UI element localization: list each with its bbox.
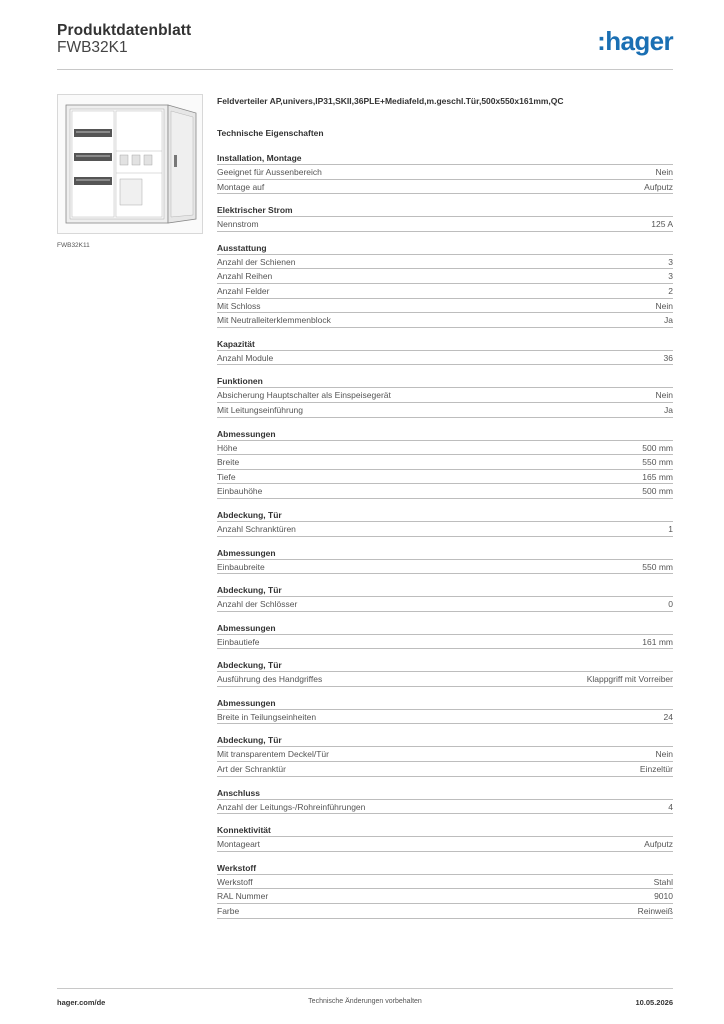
- spec-row: [217, 269, 673, 284]
- spec-row: [217, 165, 673, 180]
- page-header: [57, 22, 673, 70]
- spec-row: [217, 299, 673, 314]
- spec-section: [217, 622, 673, 650]
- product-description: Feldverteiler AP,univers,IP31,SKII,36PLE+Mediafeld,m.geschl.Tür,500x550x161mm,QC: [217, 96, 564, 106]
- spec-row: [217, 403, 673, 418]
- spec-section: [217, 338, 673, 366]
- spec-value: 0: [668, 599, 673, 610]
- footer-date: 10.05.2026: [635, 998, 673, 1007]
- distribution-board-illustration: [58, 95, 202, 233]
- spec-label: Mit Schloss: [217, 300, 261, 311]
- spec-row: [217, 635, 673, 650]
- logo-text: hager: [605, 26, 673, 56]
- spec-row: [217, 484, 673, 499]
- spec-row: [217, 522, 673, 537]
- spec-row: [217, 255, 673, 270]
- spec-label: Einbaubreite: [217, 561, 265, 572]
- spec-value: 4: [668, 801, 673, 812]
- spec-label: Anzahl der Leitungs-/Rohreinführungen: [217, 801, 366, 812]
- spec-value: 24: [663, 711, 673, 722]
- spec-value: Ja: [664, 315, 673, 326]
- spec-value: 550 mm: [642, 561, 673, 572]
- section-title: Abmessungen: [217, 547, 673, 560]
- spec-value: 500 mm: [642, 442, 673, 453]
- spec-value: 161 mm: [642, 636, 673, 647]
- spec-row: [217, 313, 673, 328]
- spec-section: [217, 697, 673, 725]
- spec-row: [217, 180, 673, 195]
- footer-website: hager.com/de: [57, 998, 106, 1007]
- section-title: Elektrischer Strom: [217, 204, 673, 217]
- section-title: Ausstattung: [217, 242, 673, 255]
- spec-row: [217, 889, 673, 904]
- spec-section: [217, 734, 673, 776]
- spec-section: [217, 787, 673, 815]
- section-title: Funktionen: [217, 375, 673, 388]
- product-code: FWB32K1: [57, 39, 128, 56]
- spec-value: Nein: [655, 390, 673, 401]
- spec-value: 165 mm: [642, 471, 673, 482]
- product-specs: [217, 96, 673, 929]
- spec-label: Mit transparentem Deckel/Tür: [217, 749, 329, 760]
- spec-label: Anzahl Reihen: [217, 271, 273, 282]
- product-image: [57, 94, 203, 234]
- spec-sections: [217, 152, 673, 919]
- spec-value: 9010: [654, 891, 673, 902]
- spec-row: [217, 747, 673, 762]
- spec-section: [217, 547, 673, 575]
- hager-logo: :hager: [597, 26, 673, 56]
- footer-note: Technische Änderungen vorbehalten: [308, 998, 422, 1005]
- spec-section: [217, 152, 673, 194]
- spec-label: Anzahl Module: [217, 352, 274, 363]
- spec-label: Art der Schranktür: [217, 764, 286, 775]
- spec-value: 550 mm: [642, 457, 673, 468]
- spec-row: [217, 441, 673, 456]
- spec-row: [217, 351, 673, 366]
- spec-value: Stahl: [653, 876, 673, 887]
- section-title: Anschluss: [217, 787, 673, 800]
- spec-row: [217, 904, 673, 919]
- spec-row: [217, 560, 673, 575]
- spec-label: Einbautiefe: [217, 636, 260, 647]
- section-title: Konnektivität: [217, 824, 673, 837]
- section-title: Abmessungen: [217, 622, 673, 635]
- spec-section: [217, 428, 673, 499]
- spec-row: [217, 217, 673, 232]
- spec-label: Anzahl Schranktüren: [217, 523, 296, 534]
- spec-label: Montage auf: [217, 181, 265, 192]
- spec-label: Tiefe: [217, 471, 236, 482]
- spec-row: [217, 470, 673, 485]
- spec-label: Absicherung Hauptschalter als Einspeisegerät: [217, 390, 391, 401]
- spec-row: [217, 710, 673, 725]
- spec-value: Klappgriff mit Vorreiber: [586, 674, 673, 685]
- spec-row: [217, 762, 673, 777]
- spec-value: Reinweiß: [637, 906, 673, 917]
- spec-value: 3: [668, 271, 673, 282]
- spec-value: Nein: [655, 167, 673, 177]
- spec-section: [217, 584, 673, 612]
- section-title: Abmessungen: [217, 697, 673, 710]
- spec-row: [217, 800, 673, 815]
- spec-label: Breite in Teilungseinheiten: [217, 711, 317, 722]
- section-title: Abdeckung, Tür: [217, 584, 673, 597]
- spec-section: [217, 375, 673, 417]
- spec-label: Anzahl der Schlösser: [217, 599, 298, 610]
- spec-row: [217, 284, 673, 299]
- spec-value: 125 A: [651, 219, 673, 230]
- spec-value: Aufputz: [644, 181, 673, 192]
- spec-value: Nein: [655, 300, 673, 311]
- spec-label: Werkstoff: [217, 876, 253, 887]
- section-title: Abmessungen: [217, 428, 673, 441]
- spec-value: Ja: [664, 404, 673, 415]
- spec-value: 3: [668, 256, 673, 267]
- spec-row: [217, 455, 673, 470]
- spec-section: [217, 824, 673, 852]
- spec-row: [217, 597, 673, 612]
- spec-value: 500 mm: [642, 486, 673, 497]
- spec-label: Anzahl Felder: [217, 285, 270, 296]
- spec-value: 1: [668, 523, 673, 534]
- tech-properties-heading: Technische Eigenschaften: [217, 128, 324, 138]
- section-title: Kapazität: [217, 338, 673, 351]
- spec-row: [217, 672, 673, 687]
- spec-value: 2: [668, 285, 673, 296]
- section-title: Abdeckung, Tür: [217, 659, 673, 672]
- spec-row: [217, 388, 673, 403]
- spec-value: Nein: [655, 749, 673, 760]
- spec-label: RAL Nummer: [217, 891, 269, 902]
- section-title: Werkstoff: [217, 862, 673, 875]
- spec-label: Höhe: [217, 442, 238, 453]
- spec-section: [217, 509, 673, 537]
- spec-row: [217, 837, 673, 852]
- spec-label: Mit Leitungseinführung: [217, 404, 304, 415]
- spec-section: [217, 659, 673, 687]
- spec-label: Breite: [217, 457, 240, 468]
- section-title: Abdeckung, Tür: [217, 509, 673, 522]
- spec-label: Einbauhöhe: [217, 486, 263, 497]
- image-caption: FWB32K11: [57, 242, 90, 249]
- spec-label: Mit Neutralleiterklemmenblock: [217, 315, 331, 326]
- spec-value: Einzeltür: [639, 764, 673, 775]
- section-title: Installation, Montage: [217, 152, 673, 165]
- spec-section: [217, 862, 673, 919]
- spec-row: [217, 875, 673, 890]
- spec-section: [217, 242, 673, 328]
- spec-label: Anzahl der Schienen: [217, 256, 296, 267]
- spec-label: Nennstrom: [217, 219, 259, 230]
- spec-label: Geeignet für Aussenbereich: [217, 167, 322, 177]
- spec-label: Ausführung des Handgriffes: [217, 674, 323, 685]
- section-title: Abdeckung, Tür: [217, 734, 673, 747]
- spec-value: 36: [663, 352, 673, 363]
- spec-label: Farbe: [217, 906, 240, 917]
- spec-value: Aufputz: [644, 839, 673, 850]
- spec-label: Montageart: [217, 839, 260, 850]
- page-footer: [57, 988, 673, 1008]
- page-title: Produktdatenblatt: [57, 22, 192, 39]
- spec-section: [217, 204, 673, 232]
